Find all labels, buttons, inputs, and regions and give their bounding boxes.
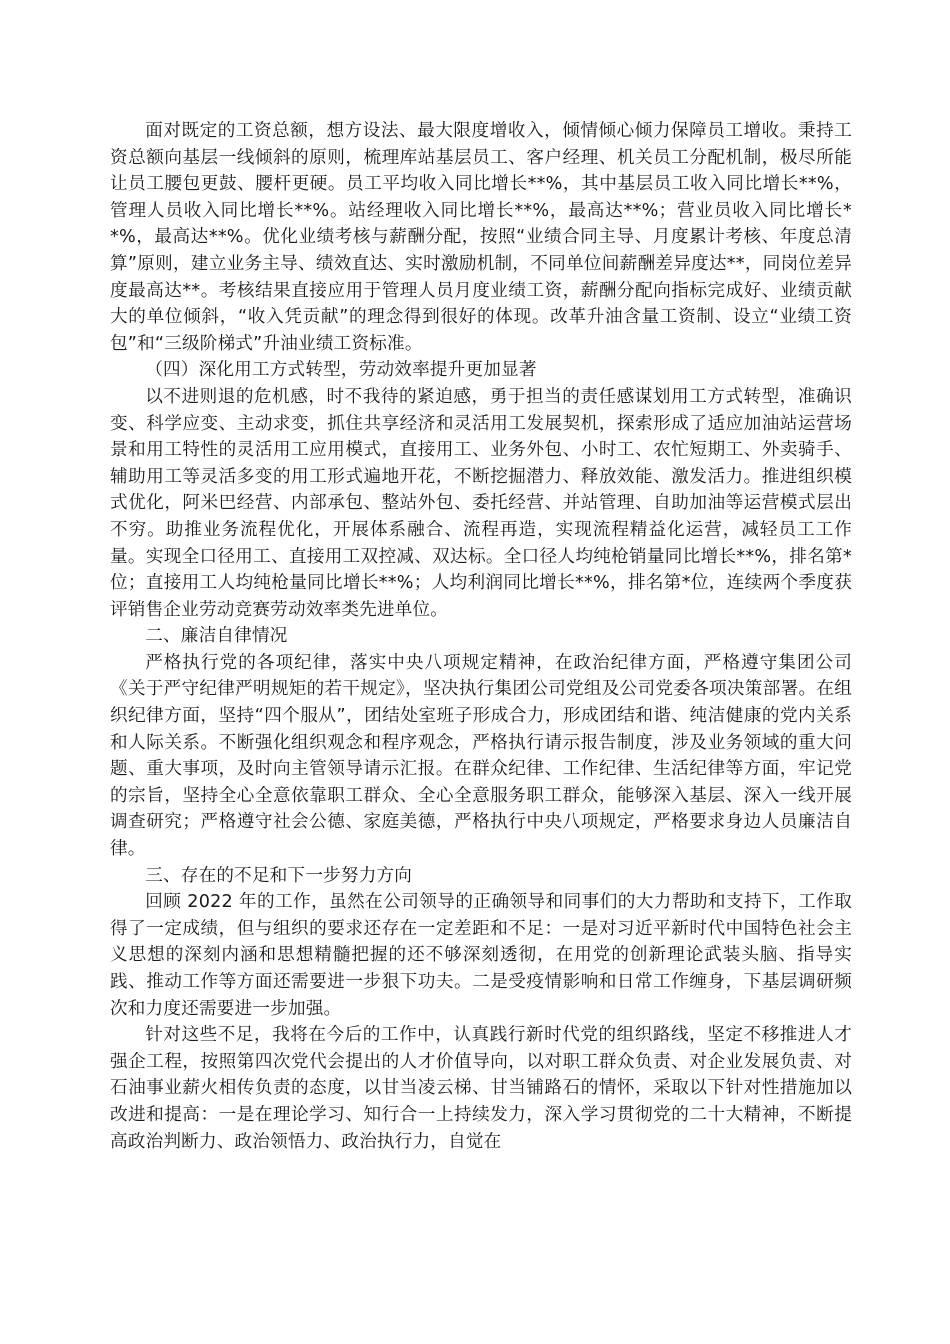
document-page	[110, 118, 852, 1155]
section-heading-shortcomings: 三、存在的不足和下一步努力方向	[145, 865, 413, 886]
paragraph-review-2022: 回顾 2022 年的工作，虽然在公司领导的正确领导和同事们的大力帮助和支持下，工作取得了一定成绩，但与组织的要求还存在一定差距和不足：一是对习近平新时代中国特色社会主义思想的深刻内涵和思想精髓把握的还不够深刻透彻，在用党的创新理论武装头脑、指导实践、推动工作等方面还需要进一步狠下功夫。二是受疫情影响和日常工作缠身，下基层调研频次和力度还需要进一步加强。	[110, 892, 852, 1019]
section-heading-integrity: 二、廉洁自律情况	[145, 626, 288, 647]
paragraph-integrity: 严格执行党的各项纪律，落实中央八项规定精神，在政治纪律方面，严格遵守集团公司《关于严守纪律严明规矩的若干规定》，坚决执行集团公司党组及公司党委各项决策部署。在组织纪律方面，坚持“四个服从”，团结处室班子形成合力，形成团结和谐、纯洁健康的党内关系和人际关系。不断强化组织观念和程序观念，严格执行请示报告制度，涉及业务领域的重大问题、重大事项，及时向主管领导请示汇报。在群众纪律、工作纪律、生活纪律等方面，牢记党的宗旨，坚持全心全意依靠职工群众、全心全意服务职工群众，能够深入基层、深入一线开展调查研究；严格遵守社会公德、家庭美德，严格执行中央八项规定，严格要求身边人员廉洁自律。	[110, 652, 852, 860]
paragraph-employment-transformation: 以不进则退的危机感，时不我待的紧迫感，勇于担当的责任感谋划用工方式转型，准确识变、科学应变、主动求变，抓住共享经济和灵活用工发展契机，探索形成了适应加油站运营场景和用工特性的灵活用工应用模式，直接用工、业务外包、小时工、农忙短期工、外卖骑手、辅助用工等灵活多变的用工形式遍地开花，不断挖掘潜力、释放效能、激发活力。推进组织模式优化，阿米巴经营、内部承包、整站外包、委托经营、并站管理、自助加油等运营模式层出不穷。助推业务流程优化，开展体系融合、流程再造，实现流程精益化运营，减轻员工工作量。实现全口径用工、直接用工双控减、双达标。全口径人均纯枪销量同比增长**%，排名第*位；直接用工人均纯枪量同比增长**%；人均利润同比增长**%，排名第*位，连续两个季度获评销售企业劳动竞赛劳动效率类先进单位。	[110, 386, 852, 620]
section-heading-employment-transformation: （四）深化用工方式转型，劳动效率提升更加显著	[145, 360, 537, 381]
paragraph-improvement-measures: 针对这些不足，我将在今后的工作中，认真践行新时代党的组织路线，坚定不移推进人才强企工程，按照第四次党代会提出的人才价值导向，以对职工群众负责、对企业发展负责、对石油事业薪火相传负责的态度，以甘当凌云梯、甘当铺路石的情怀，采取以下针对性措施加以改进和提高：一是在理论学习、知行合一上持续发力，深入学习贯彻党的二十大精神，不断提高政治判断力、政治领悟力、政治执行力，自觉在	[110, 1025, 852, 1152]
paragraph-salary-increase: 面对既定的工资总额，想方设法、最大限度增收入，倾情倾心倾力保障员工增收。秉持工资总额向基层一线倾斜的原则，梳理库站基层员工、客户经理、机关员工分配机制，极尽所能让员工腰包更鼓、腰杆更硬。员工平均收入同比增长**%，其中基层员工收入同比增长**%，管理人员收入同比增长**%。站经理收入同比增长**%，最高达**%；营业员收入同比增长**%，最高达**%。优化业绩考核与薪酬分配，按照“业绩合同主导、月度累计考核、年度总清算”原则，建立业务主导、绩效直达、实时激励机制，不同单位间薪酬差异度达**，同岗位差异度最高达**。考核结果直接应用于管理人员月度业绩工资，薪酬分配向指标完成好、业绩贡献大的单位倾斜，“收入凭贡献”的理念得到很好的体现。改革升油含量工资制、设立“业绩工资包”和“三级阶梯式”升油业绩工资标准。	[110, 121, 852, 354]
